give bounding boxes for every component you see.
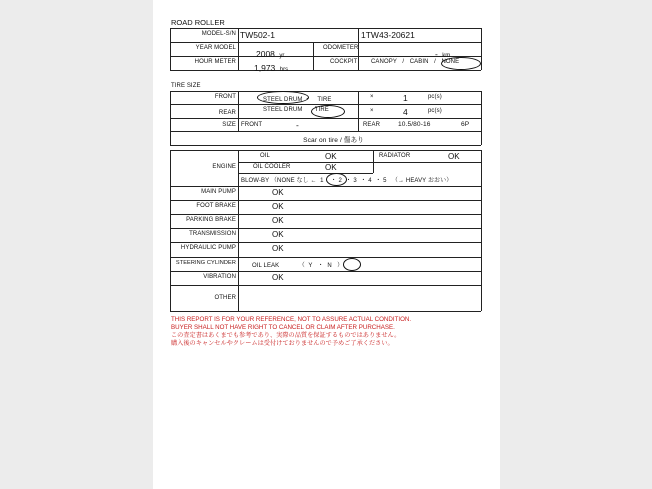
blowby-4: 4 xyxy=(368,178,372,184)
disclaimer-line-4: 購入後のキャンセルやクレームは受付けておりませんので予めご了承ください。 xyxy=(171,340,394,347)
blowby-suffix: （→ HEAVY おおい） xyxy=(391,178,453,184)
leak-open: （ xyxy=(298,263,305,269)
oil-cooler-label: OIL COOLER xyxy=(253,164,291,170)
rear-tire: TIRE xyxy=(314,107,329,113)
size-rear-ply: 6P xyxy=(461,121,470,128)
front-times: × xyxy=(370,94,374,100)
leak-y: Y xyxy=(308,263,313,269)
odometer-label: ODOMETER xyxy=(323,45,359,51)
tire-rear-label: REAR xyxy=(218,110,236,116)
leak-close: ） xyxy=(337,263,344,269)
hydraulic-pump-label: HYDRAULIC PUMP xyxy=(180,245,236,251)
steering-cylinder-label: STEERING CYLINDER xyxy=(175,260,236,266)
leak-selected-circle xyxy=(343,258,361,271)
engine-oil-value: OK xyxy=(325,152,337,161)
parking-brake-value: OK xyxy=(272,216,284,225)
rear-count: 4 xyxy=(403,107,408,117)
tire-front-label: FRONT xyxy=(214,94,236,100)
size-front-label: FRONT xyxy=(241,122,263,128)
blowby-sep: ・ xyxy=(375,178,382,184)
blowby-1: 1 xyxy=(320,178,324,184)
report-sheet xyxy=(153,0,500,489)
front-tire: TIRE xyxy=(317,97,332,103)
engine-oil-label: OIL xyxy=(260,153,270,159)
size-rear-label: REAR xyxy=(363,122,381,128)
size-label: SIZE xyxy=(222,122,236,128)
main-pump-label: MAIN PUMP xyxy=(201,189,236,195)
vibration-value: OK xyxy=(272,273,284,282)
cockpit-sep: / xyxy=(434,59,436,65)
oil-cooler-value: OK xyxy=(325,163,337,172)
parking-brake-label: PARKING BRAKE xyxy=(186,217,236,223)
front-selected-circle xyxy=(257,91,309,104)
blowby-prefix: BLOW-BY （NONE なし ← xyxy=(241,178,317,184)
disclaimer-line-1: THIS REPORT IS FOR YOUR REFERENCE, NOT TO ASSURE ACTUAL CONDITION. xyxy=(171,316,412,323)
cockpit-selected-circle xyxy=(441,57,481,70)
cockpit-canopy: CANOPY xyxy=(371,59,397,65)
rear-times: × xyxy=(370,108,374,114)
rear-selected-circle xyxy=(311,105,345,118)
size-front-value: - xyxy=(296,120,299,130)
tire-scar-note: Scar on tire / 傷あり xyxy=(303,137,364,144)
odometer-unit: km xyxy=(442,53,451,59)
leak-n: N xyxy=(327,263,332,269)
main-pump-value: OK xyxy=(272,188,284,197)
blowby-3: 3 xyxy=(353,178,357,184)
cockpit-sep: / xyxy=(402,59,405,65)
rear-steel-drum: STEEL DRUM xyxy=(263,107,303,113)
blowby-sep: ・ xyxy=(345,178,352,184)
rear-unit: pc(s) xyxy=(428,108,442,114)
leak-dot: ・ xyxy=(317,263,324,269)
hour-unit: hrs xyxy=(279,67,289,73)
year-unit: yr xyxy=(279,53,285,59)
cockpit-cabin: CABIN xyxy=(409,59,429,65)
radiator-value: OK xyxy=(448,152,460,161)
tire-size-label: TIRE SIZE xyxy=(171,83,201,89)
radiator-label: RADIATOR xyxy=(379,153,411,159)
front-steel-drum: STEEL DRUM xyxy=(263,97,303,103)
year-model-label: YEAR MODEL xyxy=(195,45,236,51)
hydraulic-pump-value: OK xyxy=(272,244,284,253)
blowby-selected-circle xyxy=(326,173,347,186)
cockpit-none: NONE xyxy=(441,59,460,65)
front-sep: ・ xyxy=(304,97,311,103)
disclaimer-line-2: BUYER SHALL NOT HAVE RIGHT TO CANCEL OR CLAIM AFTER PURCHASE. xyxy=(171,324,395,331)
size-rear-value: 10.5/80-16 xyxy=(398,121,431,128)
odometer-number: - xyxy=(435,49,438,59)
blowby-5: 5 xyxy=(383,178,387,184)
blowby-sep: ・ xyxy=(360,178,367,184)
front-unit: pc(s) xyxy=(428,94,442,100)
year-number: 2008 xyxy=(256,49,275,59)
model-sn-label: MODEL-S/N xyxy=(201,31,236,37)
steering-oil-leak xyxy=(252,260,343,269)
foot-brake-value: OK xyxy=(272,202,284,211)
engine-label: ENGINE xyxy=(212,164,236,170)
disclaimer-line-3: この査定書はあくまでも参考であり、実際の品質を保証するものではありません。 xyxy=(171,332,401,339)
serial-value: 1TW43-20621 xyxy=(361,30,415,40)
hour-meter-label: HOUR METER xyxy=(194,59,236,65)
front-count: 1 xyxy=(403,93,408,103)
hour-meter-value xyxy=(254,58,288,76)
blowby-2: 2 xyxy=(338,178,342,184)
model-value: TW502-1 xyxy=(240,30,275,40)
vibration-label: VIBRATION xyxy=(203,274,236,280)
other-label: OTHER xyxy=(214,295,236,301)
report-title: ROAD ROLLER xyxy=(171,18,225,27)
oil-leak-text: OIL LEAK xyxy=(252,263,280,269)
transmission-value: OK xyxy=(272,230,284,239)
transmission-label: TRANSMISSION xyxy=(189,231,236,237)
cockpit-label: COCKPIT xyxy=(330,59,358,65)
hour-number: 1,973 xyxy=(254,63,276,73)
foot-brake-label: FOOT BRAKE xyxy=(196,203,236,209)
blowby-sep: ・ xyxy=(330,178,337,184)
